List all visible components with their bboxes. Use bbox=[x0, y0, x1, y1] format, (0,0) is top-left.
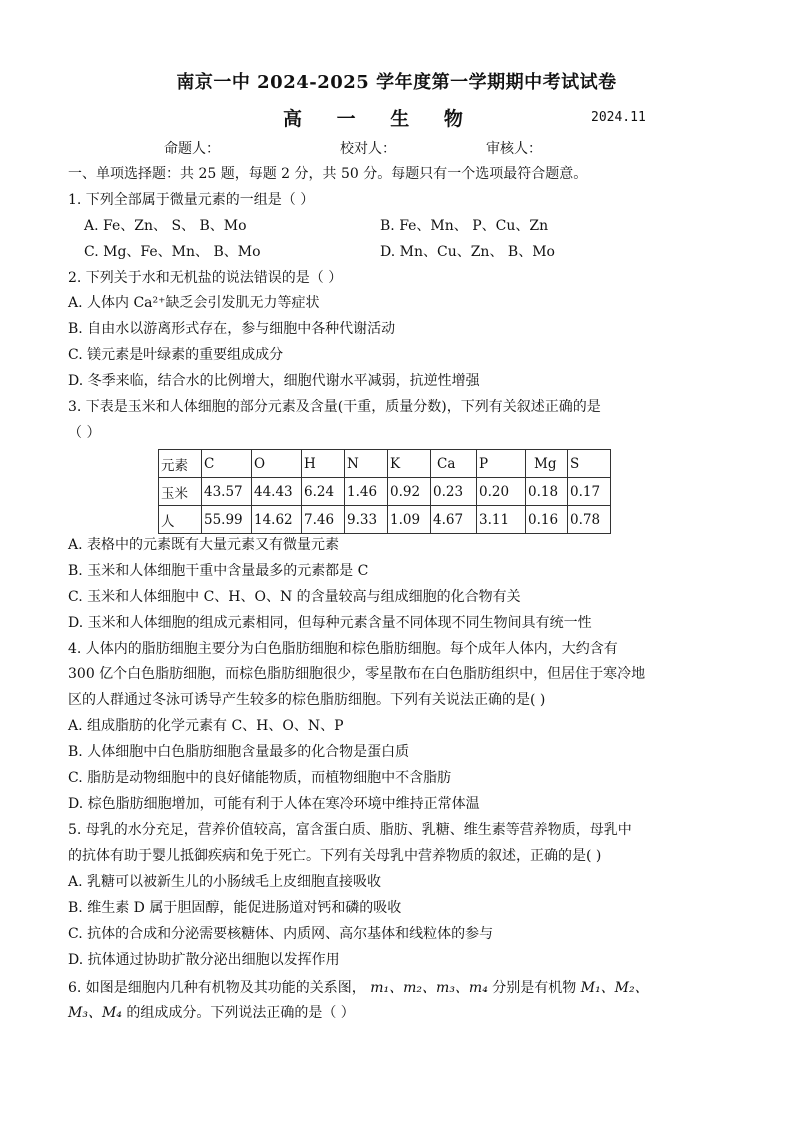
table-cell: 人 bbox=[159, 506, 202, 534]
q2-option-c: C. 镁元素是叶绿素的重要组成成分 bbox=[68, 347, 284, 363]
q5-stem-line2: 的抗体有助于婴儿抵御疾病和免于死亡。下列有关母乳中营养物质的叙述，正确的是( ) bbox=[68, 848, 602, 864]
q1-option-a: A. Fe、Zn、 S、 B、Mo bbox=[84, 218, 247, 234]
table-cell: O bbox=[252, 450, 302, 478]
q5-option-a: A. 乳糖可以被新生儿的小肠绒毛上皮细胞直接吸收 bbox=[68, 874, 382, 890]
q1-option-d: D. Mn、Cu、Zn、 B、Mo bbox=[380, 244, 555, 260]
table-cell: 1.09 bbox=[388, 506, 431, 534]
table-cell: 44.43 bbox=[252, 478, 302, 506]
element-content-table bbox=[158, 449, 611, 534]
table-cell: 14.62 bbox=[252, 506, 302, 534]
table-cell: 0.92 bbox=[388, 478, 431, 506]
table-cell: N bbox=[345, 450, 388, 478]
q2-option-b: B. 自由水以游离形式存在，参与细胞中各种代谢活动 bbox=[68, 321, 396, 337]
table-cell: 0.16 bbox=[526, 506, 568, 534]
q1-option-b: B. Fe、Mn、 P、Cu、Zn bbox=[380, 218, 549, 234]
table-cell: 0.78 bbox=[568, 506, 611, 534]
q4-stem-line3: 区的人群通过冬泳可诱导产生较多的棕色脂肪细胞。下列有关说法正确的是( ) bbox=[68, 692, 546, 708]
q3-option-a: A. 表格中的元素既有大量元素又有微量元素 bbox=[68, 537, 340, 553]
table-row bbox=[159, 506, 611, 534]
table-cell: 3.11 bbox=[477, 506, 526, 534]
reviewer-label: 审核人： bbox=[486, 141, 542, 157]
q6-stem-line1 bbox=[68, 978, 649, 998]
checker-label: 校对人： bbox=[340, 141, 396, 157]
q6-M-variables-b: M₃、M₄ bbox=[68, 1005, 122, 1021]
table-cell: 4.67 bbox=[431, 506, 477, 534]
q3-stem-bracket: （ ） bbox=[68, 425, 101, 441]
q3-option-b: B. 玉米和人体细胞干重中含量最多的元素都是 C bbox=[68, 563, 369, 579]
table-cell: K bbox=[388, 450, 431, 478]
q4-option-a: A. 组成脂肪的化学元素有 C、H、O、N、P bbox=[68, 718, 344, 734]
q2-stem: 2. 下列关于水和无机盐的说法错误的是（ ） bbox=[68, 270, 343, 286]
q4-option-c: C. 脂肪是动物细胞中的良好储能物质，而植物细胞中不含脂肪 bbox=[68, 770, 452, 786]
table-cell: 0.17 bbox=[568, 478, 611, 506]
table-cell: 玉米 bbox=[159, 478, 202, 506]
q6-stem-line2 bbox=[68, 1003, 355, 1023]
q5-option-b: B. 维生素 D 属于胆固醇，能促进肠道对钙和磷的吸收 bbox=[68, 900, 402, 916]
q4-option-d: D. 棕色脂肪细胞增加，可能有利于人体在寒冷环境中维持正常体温 bbox=[68, 796, 480, 812]
q2-option-d: D. 冬季来临，结合水的比例增大，细胞代谢水平减弱，抗逆性增强 bbox=[68, 373, 480, 389]
q4-option-b: B. 人体细胞中白色脂肪细胞含量最多的化合物是蛋白质 bbox=[68, 744, 410, 760]
table-row bbox=[159, 478, 611, 506]
q2-option-a: A. 人体内 Ca²⁺缺乏会引发肌无力等症状 bbox=[68, 295, 320, 311]
table-cell: 0.18 bbox=[526, 478, 568, 506]
q3-option-d: D. 玉米和人体细胞的组成元素相同，但每种元素含量不同体现不同生物间具有统一性 bbox=[68, 615, 592, 631]
table-header-row bbox=[159, 450, 611, 478]
table-cell: H bbox=[302, 450, 345, 478]
q1-option-c: C. Mg、Fe、Mn、 B、Mo bbox=[84, 244, 261, 260]
table-cell: 元素 bbox=[159, 450, 202, 478]
q6-stem-text: 6. 如图是细胞内几种有机物及其功能的关系图， bbox=[68, 980, 366, 996]
table-cell: 9.33 bbox=[345, 506, 388, 534]
q6-M-variables-a: M₁、M₂、 bbox=[580, 980, 649, 996]
subject-title: 高 一 生 物 bbox=[283, 108, 477, 130]
q6-stem-mid: 分别是有机物 bbox=[492, 980, 577, 996]
q6-stem-end: 的组成成分。下列说法正确的是（ ） bbox=[126, 1005, 355, 1021]
table-cell: 43.57 bbox=[202, 478, 252, 506]
exam-title: 南京一中 2024-2025 学年度第一学期期中考试试卷 bbox=[176, 72, 617, 93]
section-heading: 一、单项选择题：共 25 题，每题 2 分，共 50 分。每题只有一个选项最符合题意。 bbox=[68, 166, 588, 182]
exam-date: 2024.11 bbox=[591, 110, 646, 125]
q5-stem-line1: 5. 母乳的水分充足，营养价值较高，富含蛋白质、脂肪、乳糖、维生素等营养物质，母乳中 bbox=[68, 822, 632, 838]
q3-option-c: C. 玉米和人体细胞中 C、H、O、N 的含量较高与组成细胞的化合物有关 bbox=[68, 589, 521, 605]
table-cell: C bbox=[202, 450, 252, 478]
table-cell: 6.24 bbox=[302, 478, 345, 506]
q5-option-c: C. 抗体的合成和分泌需要核糖体、内质网、高尔基体和线粒体的参与 bbox=[68, 926, 494, 942]
q6-m-variables: m₁、m₂、m₃、m₄ bbox=[370, 980, 488, 996]
table-cell: P bbox=[477, 450, 526, 478]
table-cell: 1.46 bbox=[345, 478, 388, 506]
q4-stem-line1: 4. 人体内的脂肪细胞主要分为白色脂肪细胞和棕色脂肪细胞。每个成年人体内，大约含有 bbox=[68, 641, 618, 657]
table-cell: Ca bbox=[431, 450, 477, 478]
setter-label: 命题人： bbox=[164, 141, 220, 157]
q3-stem: 3. 下表是玉米和人体细胞的部分元素及含量(干重，质量分数)，下列有关叙述正确的是 bbox=[68, 399, 601, 415]
table-cell: 0.20 bbox=[477, 478, 526, 506]
table-cell: 0.23 bbox=[431, 478, 477, 506]
table-cell: Mg bbox=[526, 450, 568, 478]
table-cell: 55.99 bbox=[202, 506, 252, 534]
q1-stem: 1. 下列全部属于微量元素的一组是（ ） bbox=[68, 192, 315, 208]
q4-stem-line2: 300 亿个白色脂肪细胞，而棕色脂肪细胞很少，零星散布在白色脂肪组织中，但居住于寒冷地 bbox=[68, 666, 646, 682]
table-cell: S bbox=[568, 450, 611, 478]
q5-option-d: D. 抗体通过协助扩散分泌出细胞以发挥作用 bbox=[68, 952, 340, 968]
table-cell: 7.46 bbox=[302, 506, 345, 534]
